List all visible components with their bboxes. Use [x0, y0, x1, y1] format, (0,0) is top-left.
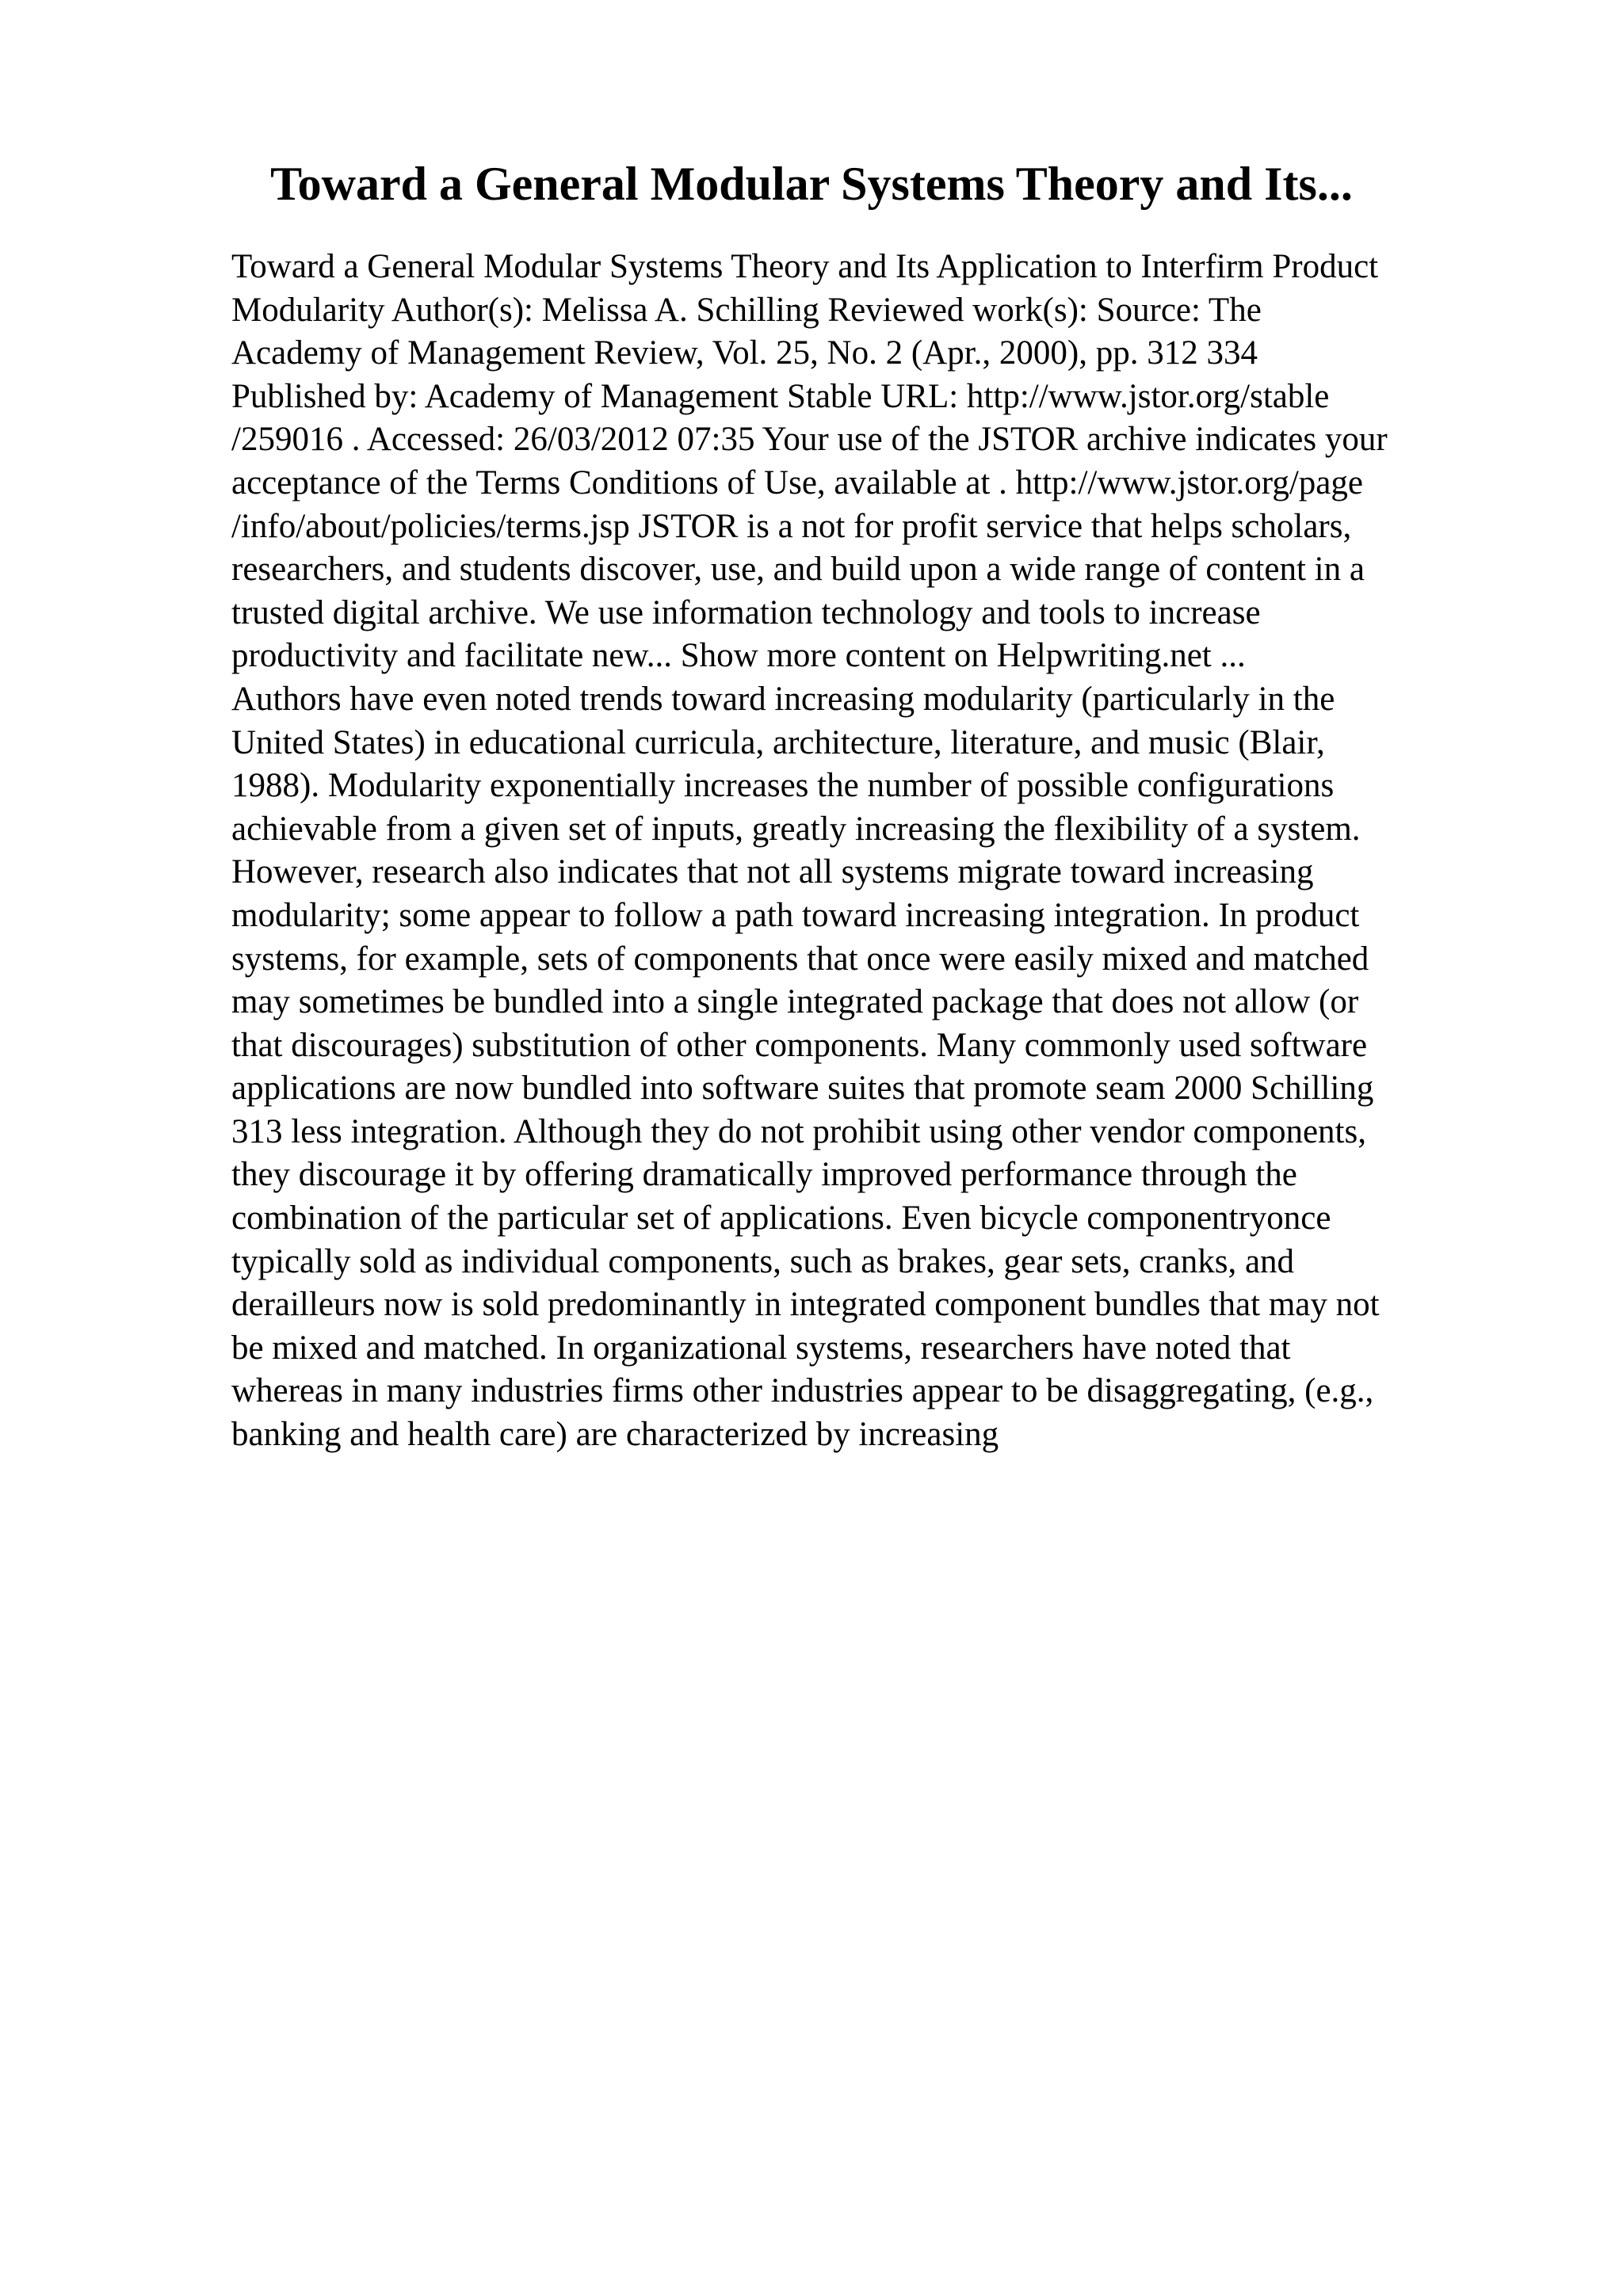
body-line: Academy of Management Review, Vol. 25, No. 2 (Apr., 2000), pp. 312 334	[231, 334, 1258, 372]
body-line: researchers, and students discover, use, and build upon a wide range of content in a	[231, 551, 1365, 589]
body-line: 313 less integration. Although they do not prohibit using other vendor components,	[231, 1112, 1366, 1150]
body-line: systems, for example, sets of components that once were easily mixed and matched	[231, 940, 1369, 978]
body-line: /info/about/policies/terms.jsp JSTOR is a not for profit service that helps scholars,	[231, 507, 1352, 545]
body-line: may sometimes be bundled into a single integrated package that does not allow (or	[231, 983, 1359, 1021]
document-body	[231, 246, 1499, 1457]
body-line: productivity and facilitate new... Show more content on Helpwriting.net ...	[231, 637, 1246, 675]
body-line: typically sold as individual components, such as brakes, gear sets, cranks, and	[231, 1242, 1295, 1280]
body-line: they discourage it by offering dramatically improved performance through the	[231, 1156, 1297, 1194]
body-line: However, research also indicates that not all systems migrate toward increasing	[231, 853, 1314, 891]
body-line: 1988). Modularity exponentially increases the number of possible configurations	[231, 767, 1335, 805]
body-line: United States) in educational curricula, architecture, literature, and music (Blair,	[231, 723, 1325, 761]
body-line: Toward a General Modular Systems Theory and Its Application to Interfirm Product	[231, 248, 1379, 285]
document-title: Toward a General Modular Systems Theory and Its...	[270, 158, 1353, 210]
body-line: applications are now bundled into software suites that promote seam 2000 Schilling	[231, 1070, 1374, 1108]
body-line: be mixed and matched. In organizational systems, researchers have noted that	[231, 1329, 1291, 1367]
body-line: /259016 . Accessed: 26/03/2012 07:35 Your use of the JSTOR archive indicates your	[231, 421, 1388, 459]
body-line: Modularity Author(s): Melissa A. Schilling Reviewed work(s): Source: The	[231, 291, 1262, 329]
body-line: derailleurs now is sold predominantly in integrated component bundles that may not	[231, 1286, 1380, 1324]
body-line: achievable from a given set of inputs, greatly increasing the flexibility of a system.	[231, 810, 1361, 848]
body-line: acceptance of the Terms Conditions of Use, available at . http://www.jstor.org/page	[231, 463, 1363, 502]
body-line: combination of the particular set of applications. Even bicycle componentryonce	[231, 1199, 1331, 1238]
body-line: whereas in many industries firms other industries appear to be disaggregating, (e.g.,	[231, 1372, 1374, 1410]
body-line: trusted digital archive. We use information technology and tools to increase	[231, 593, 1261, 631]
body-line: banking and health care) are characterized by increasing	[231, 1416, 999, 1454]
body-line: Published by: Academy of Management Stable URL: http://www.jstor.org/stable	[231, 377, 1330, 415]
body-line: that discourages) substitution of other components. Many commonly used software	[231, 1026, 1368, 1064]
body-line: modularity; some appear to follow a path toward increasing integration. In product	[231, 896, 1360, 934]
body-line: Authors have even noted trends toward increasing modularity (particularly in the	[231, 680, 1335, 718]
